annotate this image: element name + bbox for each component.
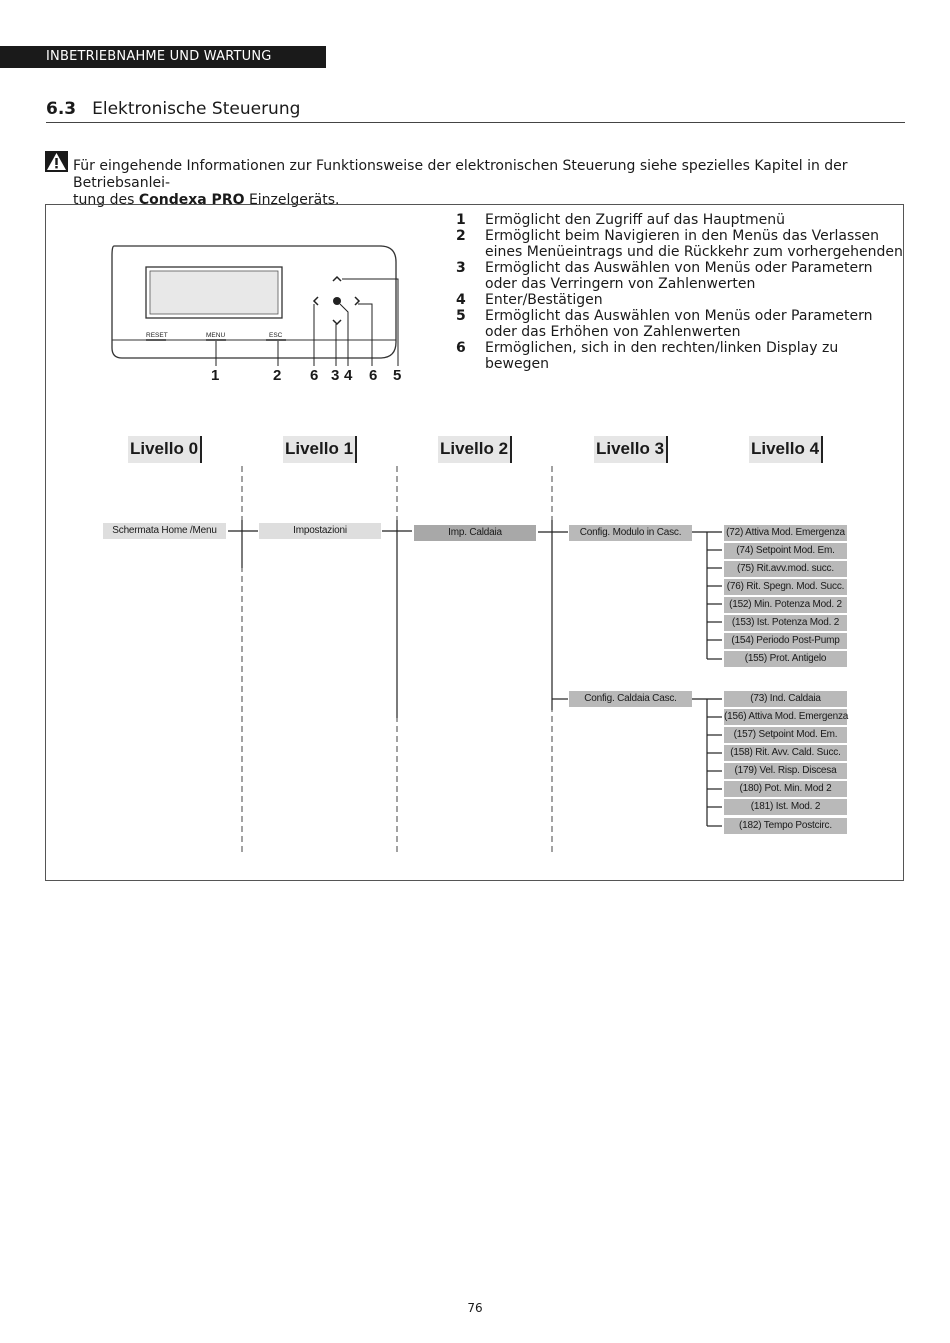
param-node: (154) Periodo Post-Pump [724,633,847,649]
button-legend [456,212,906,372]
esc-button[interactable]: ESC [269,332,283,339]
param-node: (72) Attiva Mod. Emergenza [724,525,847,541]
legend-text: Ermöglicht das Auswählen von Menüs oder Parametern oder das Verringern von Zahlenwerten [485,260,873,292]
section-heading [46,99,905,123]
legend-text: Ermöglichen, sich in den rechten/linken Display zu bewegen [485,340,839,372]
callout-3: 3 [331,367,340,384]
product-name: Condexa PRO [138,192,245,208]
level-0-header: Livello 0 [128,436,202,463]
legend-item [456,340,906,372]
up-arrow-icon[interactable] [333,277,341,281]
node-config-caldaia-casc: Config. Caldaia Casc. [569,691,692,707]
section-number: 6.3 [46,99,77,119]
legend-number: 6 [456,340,466,356]
callout-6-left: 6 [310,367,319,384]
intro-line-2-suffix: Einzelgeräts. [244,192,340,208]
enter-button-icon[interactable] [333,297,341,305]
level-1-header: Livello 1 [283,436,357,463]
callout-2: 2 [273,367,282,384]
legend-number: 4 [456,292,466,308]
param-node: (157) Setpoint Mod. Em. [724,727,847,743]
level-3-header: Livello 3 [594,436,668,463]
param-node: (155) Prot. Antigelo [724,651,847,667]
param-node: (153) Ist. Potenza Mod. 2 [724,615,847,631]
legend-number: 2 [456,228,466,244]
legend-text: Enter/Bestätigen [485,292,603,308]
param-node: (179) Vel. Risp. Discesa [724,763,847,779]
param-node: (76) Rit. Spegn. Mod. Succ. [724,579,847,595]
node-config-modulo-casc: Config. Modulo in Casc. [569,525,692,541]
section-title: Elektronische Steuerung [92,99,301,119]
callout-6-right: 6 [369,367,378,384]
warning-icon [45,151,68,172]
node-home-menu: Schermata Home /Menu [103,523,226,539]
param-node: (74) Setpoint Mod. Em. [724,543,847,559]
page-number: 76 [467,1301,483,1315]
legend-item [456,260,906,292]
level-2-header: Livello 2 [438,436,512,463]
param-node: (180) Pot. Min. Mod 2 [724,781,847,797]
intro-paragraph [73,158,909,209]
down-arrow-icon[interactable] [333,320,341,324]
control-panel-drawing [100,240,410,370]
legend-item [456,228,906,260]
legend-text: Ermöglicht beim Navigieren in den Menüs das Verlassen eines Menüeintrags und die Rückkehr zum vorhergehenden [485,228,903,260]
legend-number: 5 [456,308,466,324]
legend-item [456,292,906,308]
reset-button[interactable]: RESET [146,332,168,339]
callout-1: 1 [211,367,220,384]
menu-button[interactable]: MENU [206,332,226,339]
legend-item [456,308,906,340]
intro-line-2-prefix: tung des [73,192,139,208]
level-4-header: Livello 4 [749,436,823,463]
param-node: (152) Min. Potenza Mod. 2 [724,597,847,613]
param-node: (158) Rit. Avv. Cald. Succ. [724,745,847,761]
legend-text: Ermöglicht das Auswählen von Menüs oder Parametern oder das Erhöhen von Zahlenwerten [485,308,873,340]
chapter-header-bar: INBETRIEBNAHME UND WARTUNG [0,46,326,68]
left-arrow-icon[interactable] [314,297,318,305]
intro-line-1: Für eingehende Informationen zur Funktionsweise der elektronischen Steuerung siehe spezielles Kapitel in der Betriebsanlei- [73,158,848,191]
callout-4: 4 [344,367,353,384]
legend-text: Ermöglicht den Zugriff auf das Hauptmenü [485,212,786,228]
node-impostazioni: Impostazioni [259,523,381,539]
callout-5: 5 [393,367,402,384]
legend-number: 3 [456,260,466,276]
node-imp-caldaia: Imp. Caldaia [414,525,536,541]
legend-item [456,212,906,228]
param-node: (73) Ind. Caldaia [724,691,847,707]
param-node: (75) Rit.avv.mod. succ. [724,561,847,577]
legend-number: 1 [456,212,466,228]
param-node: (182) Tempo Postcirc. [724,818,847,834]
param-node: (156) Attiva Mod. Emergenza [724,709,847,725]
param-node: (181) Ist. Mod. 2 [724,799,847,815]
